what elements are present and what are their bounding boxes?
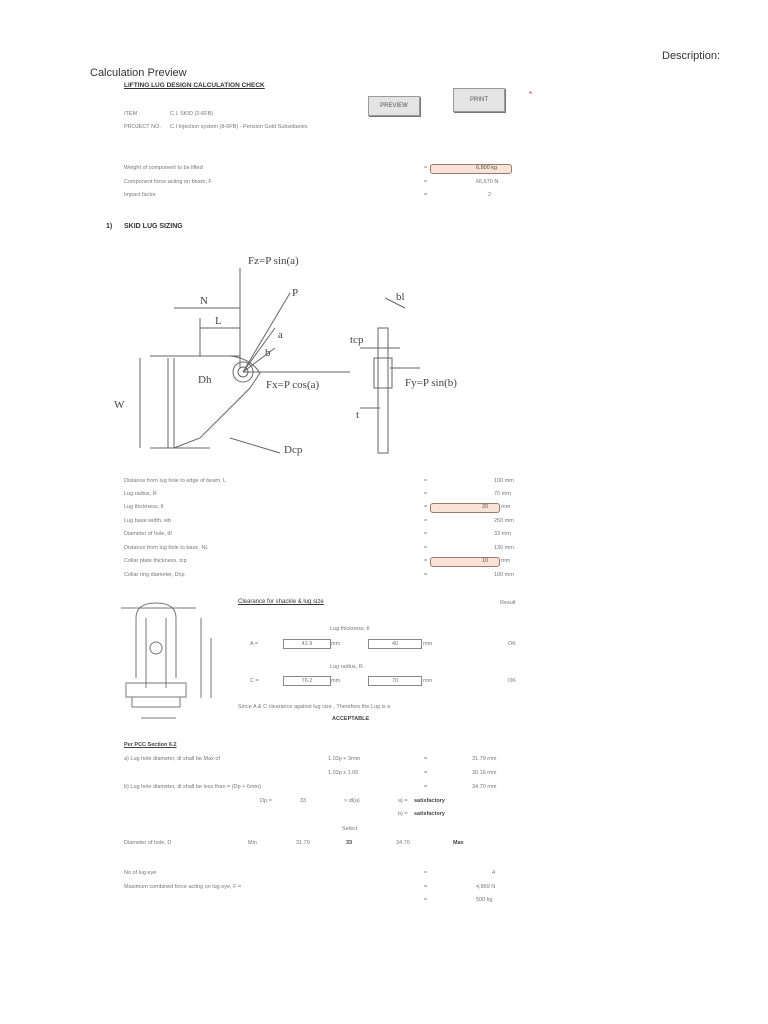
total-value-1: 4,869 N xyxy=(476,884,496,890)
item-label: ITEM : xyxy=(124,111,141,117)
param-eq-1: = xyxy=(424,491,428,497)
pcc-check-c: > dl(a) xyxy=(344,798,360,804)
fx-label: Fx=P cos(a) xyxy=(266,379,320,391)
pcc-check-d: a) = xyxy=(398,798,408,804)
param-label-6: Collar plate thickness, tcp xyxy=(124,558,187,564)
weight-input[interactable] xyxy=(430,164,512,174)
dia-min-value: 31.79 xyxy=(296,840,310,846)
required-asterisk: * xyxy=(529,90,533,99)
row-c-compare: 70 xyxy=(368,676,422,686)
param-unit-2: mm xyxy=(501,504,511,510)
dia-max-value: 34.70 xyxy=(396,840,410,846)
param-value-1: 70 mm xyxy=(494,491,511,497)
param-value-4: 33 mm xyxy=(494,531,511,537)
param-label-4: Diameter of hole, dl xyxy=(124,531,172,537)
load-eq-2: = xyxy=(424,192,428,198)
section-number: 1) xyxy=(106,223,113,230)
p-label: P xyxy=(292,287,299,299)
load-value-1: 66,670 N xyxy=(476,179,499,185)
param-label-5: Distance from lug hole to base, NL xyxy=(124,545,209,551)
section-title: SKID LUG SIZING xyxy=(124,223,183,230)
lug-thickness-input[interactable] xyxy=(430,503,500,513)
load-label-1: Component force acting on beam, F xyxy=(124,179,212,185)
fy-label: Fy=P sin(b) xyxy=(405,377,457,389)
calculation-preview-title: Calculation Preview xyxy=(90,67,187,79)
a-label: a xyxy=(278,329,283,341)
dia-min: Min xyxy=(248,840,257,846)
total-label-1: Maximum combined force acting on lug eye, F = xyxy=(124,884,242,890)
row-a-unit1: mm xyxy=(331,641,341,647)
load-label-2: Impact factor xyxy=(124,192,156,198)
shackle-title: Clearance for shackle & lug size xyxy=(238,599,324,605)
param-label-2: Lug thickness, tl xyxy=(124,504,164,510)
pcc-value-1: 30.16 mm xyxy=(472,770,497,776)
param-eq-7: = xyxy=(424,572,428,578)
dia-max: Max xyxy=(453,840,464,846)
dh-label: Dh xyxy=(198,374,212,386)
param-value-0: 100 mm xyxy=(494,478,514,484)
pcc-label-2: b) Lug hole diameter, dl shall be less than = (Dp + 6mm) xyxy=(124,784,261,790)
pcc-check2-e: satisfactory xyxy=(414,811,445,817)
param-value-5: 130 mm xyxy=(494,545,514,551)
shackle-conclusion: Since A & C clearance against lug size , Therefore the Lug is a xyxy=(238,704,391,710)
item-value: C.I. SKID (2-6FB) xyxy=(170,111,214,117)
param-unit-6: mm xyxy=(501,558,511,564)
row-a-result: OK xyxy=(508,641,516,647)
load-eq-0: = xyxy=(424,165,428,171)
row-a-caption: Lug thickness, tl xyxy=(330,626,370,632)
pcc-eq-1: = xyxy=(424,770,428,776)
row-c-label: C = xyxy=(250,678,259,684)
fz-label: Fz=P sin(a) xyxy=(248,255,299,267)
print-button[interactable]: PRINT xyxy=(453,88,505,112)
pcc-check2-d: b) = xyxy=(398,811,408,817)
row-c-unit1: mm xyxy=(331,678,341,684)
pcc-title: Per PCC Section 6.2 xyxy=(124,742,177,748)
project-value: C.I Injection system (8-6FB) - Pension Gold Subsidiaries xyxy=(170,124,308,130)
preview-button[interactable]: PREVIEW xyxy=(368,96,420,116)
row-c-caption: Lug radius, R xyxy=(330,664,363,670)
calculation-sheet xyxy=(100,78,540,908)
load-value-0: 6,800 kg xyxy=(476,165,498,171)
pcc-eq-0: = xyxy=(424,756,428,762)
pcc-value-2: 34.70 mm xyxy=(472,784,497,790)
pcc-eq-2: = xyxy=(424,784,428,790)
param-eq-5: = xyxy=(424,545,428,551)
n-label: N xyxy=(200,295,208,307)
total-eq-0: = xyxy=(424,870,428,876)
load-eq-1: = xyxy=(424,179,428,185)
row-a-unit2: mm xyxy=(423,641,433,647)
param-eq-0: = xyxy=(424,478,428,484)
param-label-3: Lug base width, wb xyxy=(124,518,172,524)
result-label: Result xyxy=(500,600,516,606)
row-c-unit2: mm xyxy=(423,678,433,684)
load-value-2: 2 xyxy=(488,192,492,198)
pcc-check-e: satisfactory xyxy=(414,798,445,804)
row-c-result: OK xyxy=(508,678,516,684)
collar-thickness-input[interactable] xyxy=(430,557,500,567)
param-value-7: 100 mm xyxy=(494,572,514,578)
tcp-label: tcp xyxy=(350,334,364,346)
param-label-0: Distance from lug hole to edge of beam, L xyxy=(124,478,227,484)
dcp-label: Dcp xyxy=(284,444,303,456)
param-value-6: 10 xyxy=(482,558,489,564)
row-a-value: 42.9 xyxy=(283,639,331,649)
param-eq-4: = xyxy=(424,531,428,537)
param-value-3: 250 mm xyxy=(494,518,514,524)
param-label-7: Collar ring diameter, Dcp xyxy=(124,572,185,578)
param-eq-2: = xyxy=(424,504,428,510)
w-label: W xyxy=(114,399,125,411)
param-label-1: Lug radius, R xyxy=(124,491,157,497)
pcc-value-0: 31.79 mm xyxy=(472,756,497,762)
dia-label: Diameter of hole, D xyxy=(124,840,172,846)
total-eq-2: = xyxy=(424,897,428,903)
total-eq-1: = xyxy=(424,884,428,890)
load-label-0: Weight of component to be lifted xyxy=(124,165,203,171)
shackle-drawing xyxy=(116,598,234,728)
pcc-check-a: Dp = xyxy=(260,798,272,804)
shackle-accept: ACCEPTABLE xyxy=(332,716,370,722)
row-a-label: A = xyxy=(250,641,259,647)
param-eq-6: = xyxy=(424,558,428,564)
l-label: L xyxy=(215,315,222,327)
project-label: PROJECT NO. xyxy=(124,124,161,130)
param-eq-3: = xyxy=(424,518,428,524)
row-c-value: 76.2 xyxy=(283,676,331,686)
total-label-0: No of lug eye xyxy=(124,870,157,876)
lifting-lug-diagram xyxy=(100,238,520,458)
total-value-2: 500 kg xyxy=(476,897,493,903)
row-a-compare: 40 xyxy=(368,639,422,649)
description-label: Description: xyxy=(662,50,721,62)
b-label: b xyxy=(265,347,271,359)
dia-selected[interactable]: 33 xyxy=(346,840,353,846)
pcc-formula-0: 1.03p + 3mm xyxy=(328,756,361,762)
dia-caption: Select xyxy=(342,826,358,832)
total-value-0: 4 xyxy=(492,870,496,876)
pcc-check-b: 33 xyxy=(300,798,307,804)
pcc-label-0: a) Lug hole diameter, dl shall be Max of xyxy=(124,756,221,762)
pcc-formula-1: 1.03p x 1.05 xyxy=(328,770,359,776)
t-label: t xyxy=(356,409,360,421)
param-value-2: 20 xyxy=(482,504,489,510)
sheet-title: LIFTING LUG DESIGN CALCULATION CHECK xyxy=(124,82,265,89)
bl-label: bl xyxy=(396,291,405,303)
